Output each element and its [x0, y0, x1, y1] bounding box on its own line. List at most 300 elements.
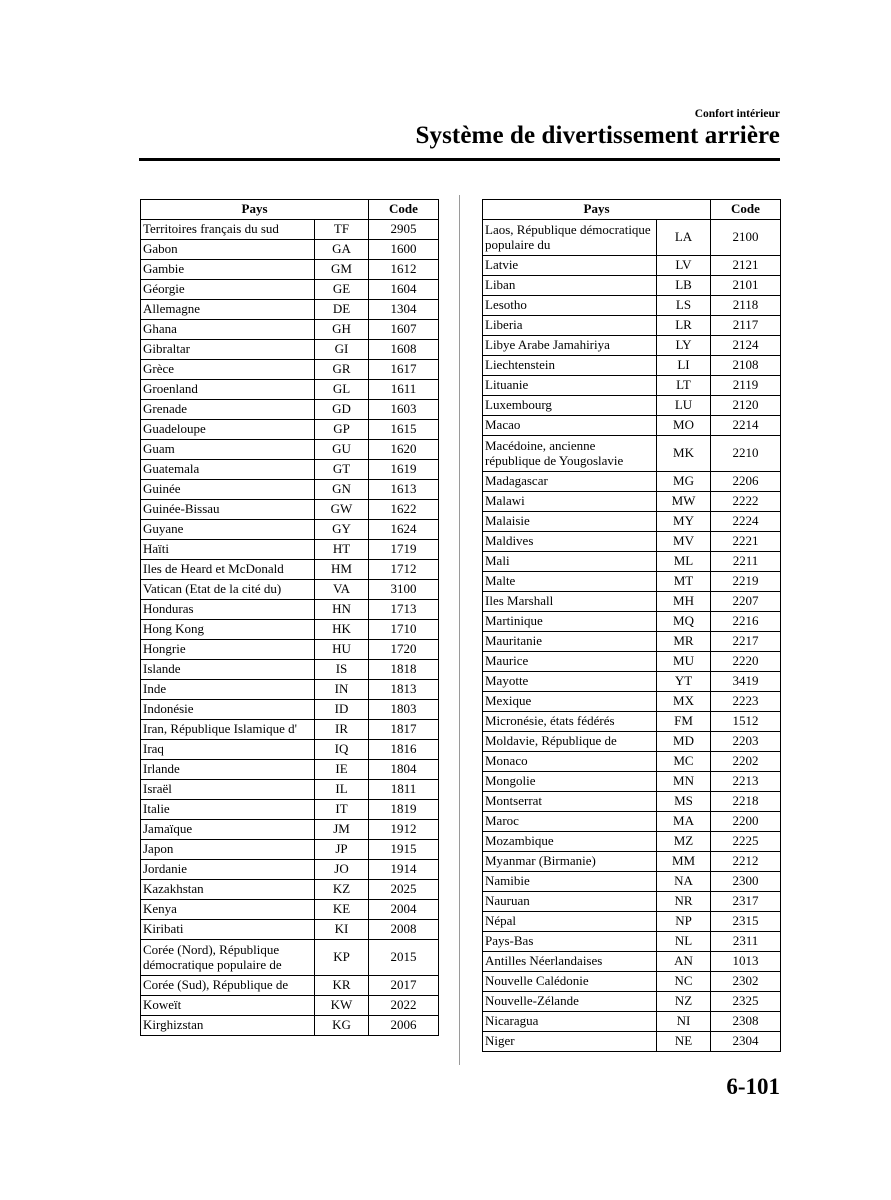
region-code-cell: 2202: [711, 752, 781, 772]
country-name-cell: Myanmar (Birmanie): [483, 852, 657, 872]
country-name-cell: Gambie: [141, 260, 315, 280]
region-code-cell: 2213: [711, 772, 781, 792]
region-code-cell: 1607: [369, 320, 439, 340]
table-row: [483, 336, 781, 356]
country-name-cell: Montserrat: [483, 792, 657, 812]
iso-code-cell: HM: [315, 560, 369, 580]
country-name-cell: Maroc: [483, 812, 657, 832]
table-row: [483, 952, 781, 972]
country-name-cell: Italie: [141, 800, 315, 820]
iso-code-cell: DE: [315, 300, 369, 320]
iso-code-cell: LU: [657, 396, 711, 416]
iso-code-cell: AN: [657, 952, 711, 972]
region-code-cell: 2211: [711, 552, 781, 572]
country-name-cell: Hongrie: [141, 640, 315, 660]
country-name-cell: Luxembourg: [483, 396, 657, 416]
country-name-cell: Lesotho: [483, 296, 657, 316]
table-row: [141, 600, 439, 620]
table-row: [141, 480, 439, 500]
country-name-cell: Mali: [483, 552, 657, 572]
iso-code-cell: GP: [315, 420, 369, 440]
iso-code-cell: JP: [315, 840, 369, 860]
table-row: [483, 632, 781, 652]
region-code-cell: 1803: [369, 700, 439, 720]
iso-code-cell: MR: [657, 632, 711, 652]
iso-code-cell: GN: [315, 480, 369, 500]
region-code-cell: 1603: [369, 400, 439, 420]
iso-code-cell: GA: [315, 240, 369, 260]
iso-code-cell: HT: [315, 540, 369, 560]
iso-code-cell: MD: [657, 732, 711, 752]
region-code-cell: 2216: [711, 612, 781, 632]
region-code-cell: 2221: [711, 532, 781, 552]
country-name-cell: Namibie: [483, 872, 657, 892]
table-row: [141, 440, 439, 460]
region-code-cell: 2304: [711, 1032, 781, 1052]
table-row: [483, 316, 781, 336]
region-code-cell: 1819: [369, 800, 439, 820]
region-code-cell: 2222: [711, 492, 781, 512]
table-row: [483, 932, 781, 952]
table-row: [141, 820, 439, 840]
table-row: [141, 560, 439, 580]
country-name-cell: Laos, République démocratique populaire du: [483, 220, 657, 256]
country-name-cell: Guadeloupe: [141, 420, 315, 440]
iso-code-cell: GT: [315, 460, 369, 480]
iso-code-cell: JO: [315, 860, 369, 880]
country-name-cell: Nouvelle Calédonie: [483, 972, 657, 992]
country-name-cell: Liban: [483, 276, 657, 296]
iso-code-cell: NC: [657, 972, 711, 992]
table-row: [483, 792, 781, 812]
iso-code-cell: GH: [315, 320, 369, 340]
region-code-cell: 2121: [711, 256, 781, 276]
country-name-cell: Guinée: [141, 480, 315, 500]
country-name-cell: Gibraltar: [141, 340, 315, 360]
table-row: [141, 580, 439, 600]
table-row: [483, 276, 781, 296]
iso-code-cell: LB: [657, 276, 711, 296]
iso-code-cell: MY: [657, 512, 711, 532]
iso-code-cell: GW: [315, 500, 369, 520]
table-row: [483, 912, 781, 932]
iso-code-cell: GY: [315, 520, 369, 540]
country-name-cell: Macao: [483, 416, 657, 436]
iso-code-cell: LR: [657, 316, 711, 336]
country-name-cell: Grèce: [141, 360, 315, 380]
country-name-cell: Koweït: [141, 996, 315, 1016]
table-row: [483, 832, 781, 852]
region-code-cell: 1624: [369, 520, 439, 540]
region-code-cell: 1719: [369, 540, 439, 560]
table-row: [141, 260, 439, 280]
region-code-cell: 2300: [711, 872, 781, 892]
table-row: [141, 300, 439, 320]
country-name-cell: Iran, République Islamique d': [141, 720, 315, 740]
iso-code-cell: ML: [657, 552, 711, 572]
table-row: [141, 540, 439, 560]
region-code-cell: 2025: [369, 880, 439, 900]
section-label: Confort intérieur: [694, 108, 780, 120]
region-code-cell: 2206: [711, 472, 781, 492]
iso-code-cell: NA: [657, 872, 711, 892]
region-code-cell: 1712: [369, 560, 439, 580]
country-name-cell: Nicaragua: [483, 1012, 657, 1032]
region-code-cell: 1512: [711, 712, 781, 732]
country-name-cell: Guatemala: [141, 460, 315, 480]
region-code-cell: 3100: [369, 580, 439, 600]
iso-code-cell: IT: [315, 800, 369, 820]
table-row: [483, 872, 781, 892]
table-header-row: [483, 200, 781, 220]
table-row: [483, 256, 781, 276]
table-row: [483, 592, 781, 612]
table-row: [141, 640, 439, 660]
region-code-cell: 1619: [369, 460, 439, 480]
country-name-cell: Mozambique: [483, 832, 657, 852]
region-code-cell: 1620: [369, 440, 439, 460]
table-row: [483, 1012, 781, 1032]
country-name-cell: Indonésie: [141, 700, 315, 720]
iso-code-cell: IN: [315, 680, 369, 700]
country-name-cell: Israël: [141, 780, 315, 800]
country-name-cell: Territoires français du sud: [141, 220, 315, 240]
country-name-cell: Liechtenstein: [483, 356, 657, 376]
table-row: [483, 416, 781, 436]
table-row: [141, 700, 439, 720]
table-row: [141, 320, 439, 340]
region-code-cell: 1613: [369, 480, 439, 500]
country-name-cell: Malawi: [483, 492, 657, 512]
region-code-cell: 2905: [369, 220, 439, 240]
iso-code-cell: MK: [657, 436, 711, 472]
iso-code-cell: KZ: [315, 880, 369, 900]
iso-code-cell: NL: [657, 932, 711, 952]
country-name-cell: Grenade: [141, 400, 315, 420]
region-code-cell: 2100: [711, 220, 781, 256]
table-row: [141, 420, 439, 440]
iso-code-cell: MS: [657, 792, 711, 812]
table-row: [141, 900, 439, 920]
table-row: [141, 680, 439, 700]
iso-code-cell: IE: [315, 760, 369, 780]
table-row: [141, 340, 439, 360]
region-code-cell: 2311: [711, 932, 781, 952]
iso-code-cell: MX: [657, 692, 711, 712]
iso-code-cell: HU: [315, 640, 369, 660]
iso-code-cell: MN: [657, 772, 711, 792]
iso-code-cell: LA: [657, 220, 711, 256]
table-row: [141, 220, 439, 240]
country-name-cell: Jordanie: [141, 860, 315, 880]
country-name-cell: Monaco: [483, 752, 657, 772]
table-row: [141, 940, 439, 976]
country-name-cell: Irlande: [141, 760, 315, 780]
region-code-cell: 2302: [711, 972, 781, 992]
iso-code-cell: GD: [315, 400, 369, 420]
country-name-cell: Gabon: [141, 240, 315, 260]
region-code-cell: 1915: [369, 840, 439, 860]
iso-code-cell: KW: [315, 996, 369, 1016]
iso-code-cell: IL: [315, 780, 369, 800]
region-code-cell: 2212: [711, 852, 781, 872]
country-name-cell: Guyane: [141, 520, 315, 540]
region-code-cell: 2022: [369, 996, 439, 1016]
table-row: [141, 620, 439, 640]
iso-code-cell: NZ: [657, 992, 711, 1012]
region-code-cell: 2008: [369, 920, 439, 940]
region-code-cell: 2217: [711, 632, 781, 652]
table-row: [483, 296, 781, 316]
region-code-cell: 1615: [369, 420, 439, 440]
country-name-cell: Kenya: [141, 900, 315, 920]
table-row: [483, 772, 781, 792]
table-row: [141, 780, 439, 800]
region-code-cell: 2223: [711, 692, 781, 712]
country-name-cell: Liberia: [483, 316, 657, 336]
iso-code-cell: GU: [315, 440, 369, 460]
region-code-cell: 1710: [369, 620, 439, 640]
iso-code-cell: GM: [315, 260, 369, 280]
country-name-cell: Népal: [483, 912, 657, 932]
country-code-table-right: [482, 199, 781, 1052]
region-code-cell: 2124: [711, 336, 781, 356]
table-row: [483, 220, 781, 256]
region-code-cell: 2225: [711, 832, 781, 852]
country-name-cell: Corée (Sud), République de: [141, 976, 315, 996]
country-name-cell: Macédoine, ancienne république de Yougoslavie: [483, 436, 657, 472]
country-name-cell: Corée (Nord), République démocratique populaire de: [141, 940, 315, 976]
region-code-cell: 2006: [369, 1016, 439, 1036]
table-row: [141, 460, 439, 480]
country-name-cell: Kazakhstan: [141, 880, 315, 900]
region-code-cell: 2117: [711, 316, 781, 336]
country-name-cell: Iles de Heard et McDonald: [141, 560, 315, 580]
country-name-cell: Malte: [483, 572, 657, 592]
country-name-cell: Ghana: [141, 320, 315, 340]
iso-code-cell: LI: [657, 356, 711, 376]
iso-code-cell: MO: [657, 416, 711, 436]
table-row: [483, 552, 781, 572]
header-pays: Pays: [483, 200, 711, 220]
iso-code-cell: YT: [657, 672, 711, 692]
table-row: [141, 920, 439, 940]
country-name-cell: Micronésie, états fédérés: [483, 712, 657, 732]
iso-code-cell: HN: [315, 600, 369, 620]
region-code-cell: 2004: [369, 900, 439, 920]
iso-code-cell: GR: [315, 360, 369, 380]
table-row: [141, 720, 439, 740]
country-name-cell: Vatican (Etat de la cité du): [141, 580, 315, 600]
region-code-cell: 1804: [369, 760, 439, 780]
country-name-cell: Iles Marshall: [483, 592, 657, 612]
iso-code-cell: MA: [657, 812, 711, 832]
table-row: [483, 472, 781, 492]
iso-code-cell: GL: [315, 380, 369, 400]
country-name-cell: Mongolie: [483, 772, 657, 792]
table-row: [141, 740, 439, 760]
header-code: Code: [711, 200, 781, 220]
region-code-cell: 2317: [711, 892, 781, 912]
country-name-cell: Haïti: [141, 540, 315, 560]
region-code-cell: 1713: [369, 600, 439, 620]
country-name-cell: Libye Arabe Jamahiriya: [483, 336, 657, 356]
iso-code-cell: FM: [657, 712, 711, 732]
table-row: [483, 1032, 781, 1052]
iso-code-cell: NP: [657, 912, 711, 932]
country-name-cell: Nouvelle-Zélande: [483, 992, 657, 1012]
region-code-cell: 2200: [711, 812, 781, 832]
country-name-cell: Nauruan: [483, 892, 657, 912]
table-row: [483, 652, 781, 672]
region-code-cell: 1013: [711, 952, 781, 972]
country-name-cell: Jamaïque: [141, 820, 315, 840]
region-code-cell: 2017: [369, 976, 439, 996]
country-name-cell: Guam: [141, 440, 315, 460]
table-row: [141, 380, 439, 400]
iso-code-cell: GI: [315, 340, 369, 360]
region-code-cell: 2308: [711, 1012, 781, 1032]
country-name-cell: Madagascar: [483, 472, 657, 492]
table-row: [483, 892, 781, 912]
column-divider: [459, 195, 460, 1065]
country-name-cell: Guinée-Bissau: [141, 500, 315, 520]
table-row: [483, 752, 781, 772]
table-row: [483, 972, 781, 992]
iso-code-cell: ID: [315, 700, 369, 720]
table-row: [141, 660, 439, 680]
iso-code-cell: KE: [315, 900, 369, 920]
country-name-cell: Islande: [141, 660, 315, 680]
table-row: [483, 672, 781, 692]
region-code-cell: 1622: [369, 500, 439, 520]
header-pays: Pays: [141, 200, 369, 220]
region-code-cell: 2203: [711, 732, 781, 752]
region-code-cell: 1816: [369, 740, 439, 760]
region-code-cell: 1304: [369, 300, 439, 320]
region-code-cell: 1818: [369, 660, 439, 680]
iso-code-cell: TF: [315, 220, 369, 240]
region-code-cell: 1600: [369, 240, 439, 260]
table-row: [483, 532, 781, 552]
region-code-cell: 1914: [369, 860, 439, 880]
table-row: [483, 812, 781, 832]
region-code-cell: 2015: [369, 940, 439, 976]
region-code-cell: 1912: [369, 820, 439, 840]
table-row: [141, 880, 439, 900]
table-row: [141, 760, 439, 780]
iso-code-cell: JM: [315, 820, 369, 840]
iso-code-cell: MM: [657, 852, 711, 872]
country-name-cell: Japon: [141, 840, 315, 860]
region-code-cell: 2101: [711, 276, 781, 296]
region-code-cell: 1604: [369, 280, 439, 300]
iso-code-cell: KP: [315, 940, 369, 976]
region-code-cell: 2219: [711, 572, 781, 592]
iso-code-cell: KG: [315, 1016, 369, 1036]
country-name-cell: Antilles Néerlandaises: [483, 952, 657, 972]
table-row: [141, 400, 439, 420]
country-name-cell: Mexique: [483, 692, 657, 712]
iso-code-cell: GE: [315, 280, 369, 300]
iso-code-cell: NR: [657, 892, 711, 912]
table-row: [483, 572, 781, 592]
iso-code-cell: KI: [315, 920, 369, 940]
country-name-cell: Moldavie, République de: [483, 732, 657, 752]
iso-code-cell: KR: [315, 976, 369, 996]
country-name-cell: Niger: [483, 1032, 657, 1052]
region-code-cell: 2224: [711, 512, 781, 532]
table-row: [141, 500, 439, 520]
country-name-cell: Allemagne: [141, 300, 315, 320]
country-name-cell: Hong Kong: [141, 620, 315, 640]
iso-code-cell: MC: [657, 752, 711, 772]
country-name-cell: Malaisie: [483, 512, 657, 532]
region-code-cell: 2108: [711, 356, 781, 376]
table-row: [483, 692, 781, 712]
iso-code-cell: IS: [315, 660, 369, 680]
table-row: [483, 992, 781, 1012]
country-name-cell: Mauritanie: [483, 632, 657, 652]
country-name-cell: Géorgie: [141, 280, 315, 300]
region-code-cell: 3419: [711, 672, 781, 692]
page-title: Système de divertissement arrière: [415, 122, 780, 149]
table-row: [483, 436, 781, 472]
region-code-cell: 1811: [369, 780, 439, 800]
country-name-cell: Kiribati: [141, 920, 315, 940]
iso-code-cell: LV: [657, 256, 711, 276]
iso-code-cell: MH: [657, 592, 711, 612]
country-code-table-left: [140, 199, 439, 1036]
country-name-cell: Groenland: [141, 380, 315, 400]
header-code: Code: [369, 200, 439, 220]
region-code-cell: 1611: [369, 380, 439, 400]
page-number: 6-101: [726, 1074, 780, 1099]
table-row: [141, 976, 439, 996]
region-code-cell: 2325: [711, 992, 781, 1012]
iso-code-cell: IQ: [315, 740, 369, 760]
region-code-cell: 2118: [711, 296, 781, 316]
table-header-row: [141, 200, 439, 220]
region-code-cell: 2214: [711, 416, 781, 436]
region-code-cell: 2315: [711, 912, 781, 932]
table-row: [483, 852, 781, 872]
iso-code-cell: LT: [657, 376, 711, 396]
country-name-cell: Honduras: [141, 600, 315, 620]
table-row: [141, 840, 439, 860]
table-row: [141, 800, 439, 820]
table-row: [483, 376, 781, 396]
iso-code-cell: MV: [657, 532, 711, 552]
table-row: [141, 1016, 439, 1036]
region-code-cell: 2119: [711, 376, 781, 396]
table-row: [483, 356, 781, 376]
iso-code-cell: HK: [315, 620, 369, 640]
iso-code-cell: MQ: [657, 612, 711, 632]
iso-code-cell: MT: [657, 572, 711, 592]
table-row: [141, 996, 439, 1016]
country-name-cell: Inde: [141, 680, 315, 700]
iso-code-cell: LY: [657, 336, 711, 356]
region-code-cell: 2120: [711, 396, 781, 416]
table-row: [483, 612, 781, 632]
iso-code-cell: MU: [657, 652, 711, 672]
table-row: [483, 732, 781, 752]
iso-code-cell: MW: [657, 492, 711, 512]
region-code-cell: 2210: [711, 436, 781, 472]
table-row: [483, 492, 781, 512]
country-name-cell: Lituanie: [483, 376, 657, 396]
